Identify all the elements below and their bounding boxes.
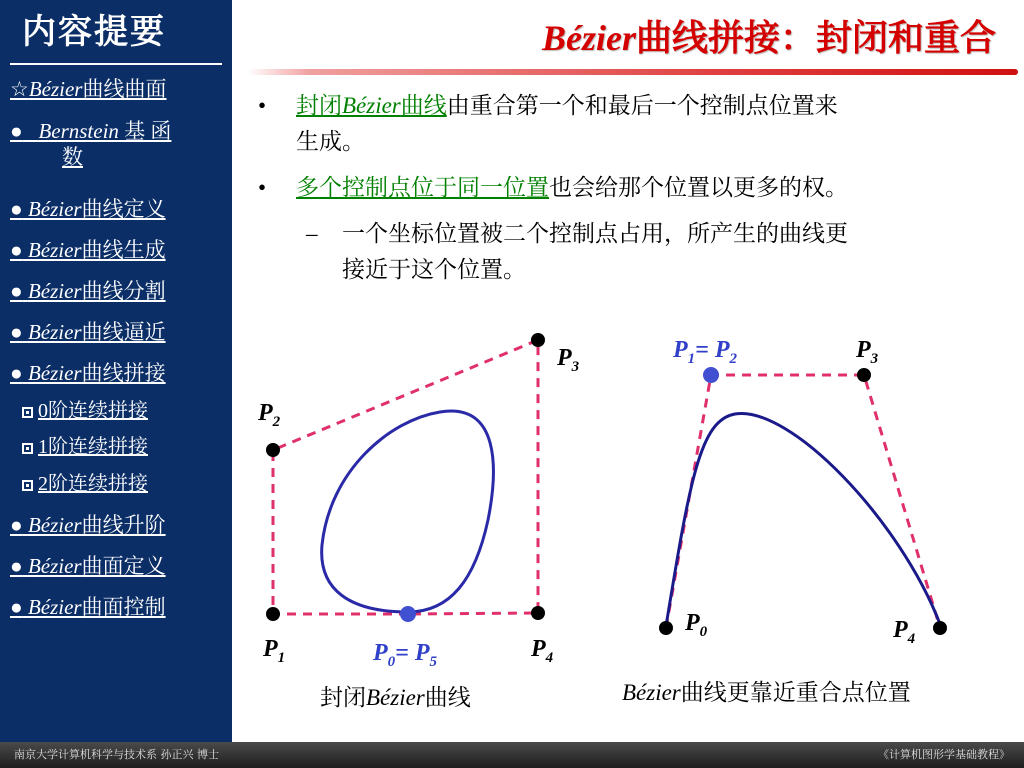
bullet-dot-icon: ●: [10, 361, 23, 385]
bullet-dot-icon: ●: [10, 279, 23, 303]
bullet-dot-icon: ●: [10, 320, 23, 344]
control-point-p3: [857, 368, 871, 382]
nav-item-curve-generation[interactable]: ● Bézier曲线生成: [10, 238, 166, 262]
nav-item-curve-subdivision[interactable]: ● Bézier曲线分割: [10, 279, 166, 303]
control-point-p2: [266, 443, 280, 457]
closed-bezier-diagram: [266, 333, 545, 622]
label-p0-p5: $P_0= P_5$: [373, 640, 438, 670]
control-point-p0-p5: [400, 606, 416, 622]
nav-item-bezier-curves-surfaces[interactable]: ☆Bézier曲线曲面: [10, 77, 167, 101]
bullet-dot-icon: ●: [10, 238, 23, 262]
nav-item-surface-control[interactable]: ● Bézier曲面控制: [10, 595, 166, 619]
control-point-p1-p2: [703, 367, 719, 383]
footer-book-title: 《计算机图形学基础教程》: [878, 748, 1010, 761]
control-point-p4: [933, 621, 947, 635]
label-p1-left: $P_1$: [263, 636, 286, 666]
label-p3-left: $P_3$: [557, 345, 580, 375]
bullet-dot-icon: ●: [10, 119, 23, 143]
caption-coincident-points: Bézier曲线更靠近重合点位置: [622, 680, 911, 705]
footer-author: 南京大学计算机科学与技术系 孙正兴 博士: [14, 748, 219, 761]
label-p0-right: $P_0$: [685, 610, 708, 640]
coincident-points-diagram: [659, 367, 947, 635]
nav-item-degree-elevation[interactable]: ● Bézier曲线升阶: [10, 513, 166, 537]
bullet-dot-icon: ●: [10, 554, 23, 578]
control-point-p0: [659, 621, 673, 635]
dash-icon: –: [306, 221, 318, 246]
bullet-dot-icon: ●: [10, 513, 23, 537]
nav-subitem-c0[interactable]: 0阶连续拼接: [22, 398, 148, 424]
page-title: Bézier曲线拼接：封闭和重合: [541, 18, 996, 58]
nav-item-bernstein[interactable]: ● Bernstein 基 函 数: [10, 119, 172, 169]
footer-bar: [0, 742, 1024, 768]
bullet-dot-icon: ●: [10, 197, 23, 221]
control-point-p4: [531, 606, 545, 620]
bullet-dot-icon: •: [258, 93, 267, 118]
nav-subitem-c2[interactable]: 2阶连续拼接: [22, 471, 148, 497]
closed-bezier-curve: [322, 411, 494, 612]
label-p4-right: $P_4$: [893, 617, 916, 647]
label-p1-p2: $P_1= P_2$: [673, 337, 738, 367]
label-p4-left: $P_4$: [531, 636, 554, 666]
nav-item-curve-approximation[interactable]: ● Bézier曲线逼近: [10, 320, 166, 344]
bezier-curve-right: [666, 414, 940, 626]
control-polygon-right: [666, 375, 940, 628]
control-point-p1: [266, 607, 280, 621]
bullet-dot-icon: •: [258, 175, 267, 200]
control-point-p3: [531, 333, 545, 347]
nav-item-curve-definition[interactable]: ● Bézier曲线定义: [10, 197, 166, 221]
control-polygon-left: [273, 340, 538, 614]
sidebar-title: 内容提要: [22, 12, 166, 52]
nav-item-curve-joining[interactable]: ● Bézier曲线拼接: [10, 361, 166, 385]
caption-closed-curve: 封闭Bézier曲线: [320, 685, 471, 710]
label-p3-right: $P_3$: [856, 337, 879, 367]
bullet-dot-icon: ●: [10, 595, 23, 619]
nav-subitem-c1[interactable]: 1阶连续拼接: [22, 434, 148, 460]
nav-item-surface-definition[interactable]: ● Bézier曲面定义: [10, 554, 166, 578]
star-icon: ☆: [10, 77, 29, 101]
label-p2-left: $P_2$: [258, 400, 281, 430]
